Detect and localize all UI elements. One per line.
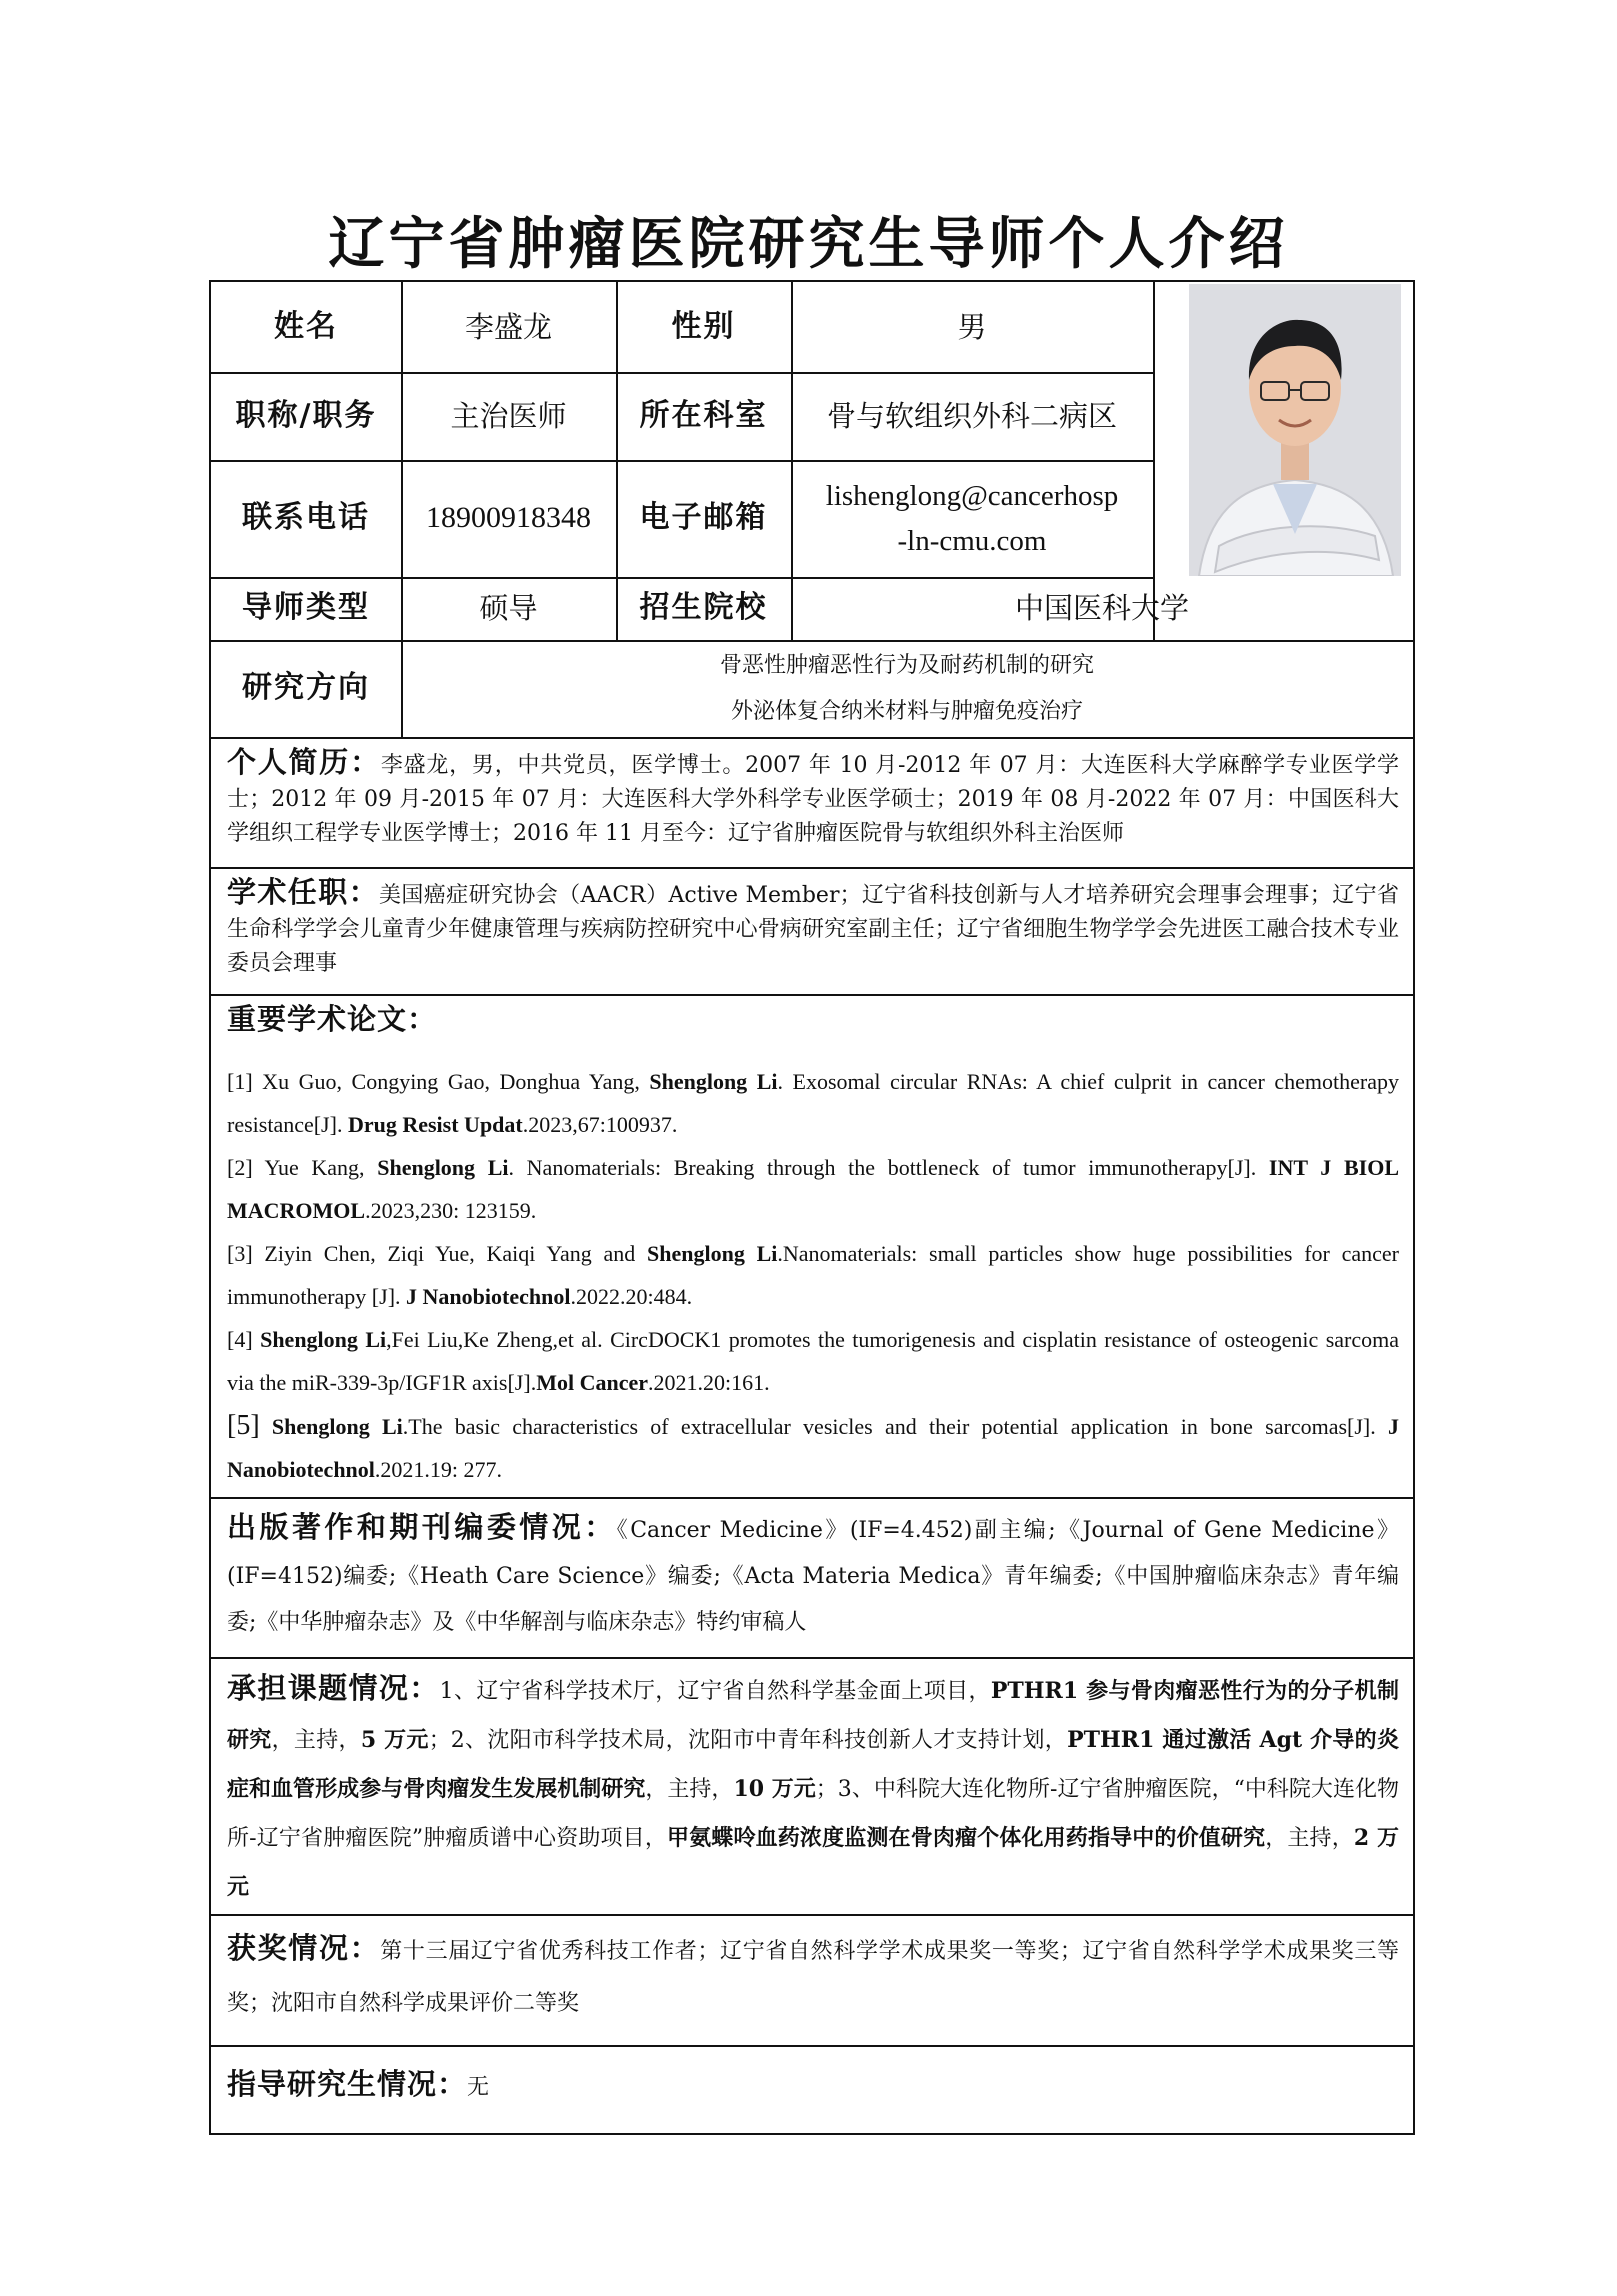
research-direction-1: 骨恶性肿瘤恶性行为及耐药机制的研究: [719, 652, 1094, 678]
research-directions: [401, 640, 1413, 737]
department-label: 所在科室: [639, 397, 768, 433]
papers-section: [211, 1002, 1413, 1040]
projects-section: 承担课题情况：1、辽宁省科学技术厅，辽宁省自然科学基金面上项目，PTHR1 参与骨肉瘤恶性行为的分子机制研究，主持，5 万元；2、沈阳市科学技术局，沈阳市中青年科技创新人才支持计划，PTHR1 通过激活 Agt 介导的炎症和血管形成参与骨肉瘤发生发展机制研究，主持，10 万元；3、中科院大连化物所-辽宁省肿瘤医院，“中科院大连化物所-辽宁省肿瘤医院”肿瘤质谱中心资助项目，甲氨蝶呤血药浓度监测在骨肉瘤个体化用药指导中的价值研究，主持，2 万元: [227, 1671, 1399, 1900]
research-direction-2: 外泌体复合纳米材料与肿瘤免疫治疗: [730, 698, 1083, 724]
bio-section: [211, 745, 1413, 851]
department-value: 骨与软组织外科二病区: [826, 398, 1117, 433]
page-title: 辽宁省肿瘤医院研究生导师个人介绍: [328, 211, 1289, 277]
gender-value: 男: [957, 309, 987, 344]
paper-item: [3] Ziyin Chen, Ziqi Yue, Kaiqi Yang and Shenglong Li.Nanomaterials: small particles show huge possibilities for cancer immunotherapy [J]. J Nanobiotechnol.2022.20:484.: [227, 1241, 1400, 1309]
portrait-icon: [1189, 284, 1401, 576]
phone-value: 18900918348: [426, 501, 591, 535]
academic-section: [211, 875, 1413, 981]
projects-heading: 承担课题情况：: [227, 1671, 440, 1705]
academic-heading: 学术任职：: [227, 875, 379, 909]
publications-heading: 出版著作和期刊编委情况：: [227, 1510, 617, 1544]
phone-label: 联系电话: [242, 500, 370, 536]
academic-text: 美国癌症研究协会（AACR）Active Member；辽宁省科技创新与人才培养研究会理事会理事；辽宁省生命科学学会儿童青少年健康管理与疾病防控研究中心骨病研究室副主任；辽宁省细胞生物学学会先进医工融合技术专业委员会理事: [227, 883, 1399, 976]
publications-section: [211, 1504, 1413, 1646]
portrait-photo: [1189, 284, 1401, 576]
awards-heading: 获奖情况：: [227, 1931, 381, 1965]
students-section: [211, 2062, 1413, 2110]
papers-list: [227, 1060, 1399, 1491]
school-value: 中国医科大学: [1014, 591, 1189, 626]
email-line-1: lishenglong@cancerhosp: [825, 479, 1119, 512]
name-value: 李盛龙: [464, 309, 552, 344]
publications-text: 《Cancer Medicine》(IF=4.452)副主编;《Journal of Gene Medicine》(IF=4152)编委;《Heath Care Science》编委;《Acta Materia Medica》青年编委;《中国肿瘤临床杂志》青年编委;《中华肿瘤杂志》及《中华解剖与临床杂志》特约审稿人: [227, 1518, 1399, 1635]
students-text: 无: [467, 2075, 490, 2100]
students-heading: 指导研究生情况：: [227, 2067, 468, 2101]
job-title-value: 主治医师: [450, 398, 567, 433]
bio-text: 李盛龙，男，中共党员，医学博士。2007 年 10 月-2012 年 07 月：大连医科大学麻醉学专业医学学士；2012 年 09 月-2015 年 07 月：大连医科大学外科学专业医学硕士；2019 年 08 月-2022 年 07 月：中国医科大学组织工程学专业医学博士；2016 年 11 月至今：辽宁省肿瘤医院骨与软组织外科主治医师: [227, 753, 1399, 846]
bio-heading: 个人简历：: [227, 745, 381, 779]
paper-item: [5] Shenglong Li.The basic characteristics of extracellular vesicles and their potential application in bone sarcomas[J]. J Nanobiotechnol.2021.19: 277.: [227, 1410, 1400, 1482]
paper-item: [1] Xu Guo, Congying Gao, Donghua Yang, Shenglong Li. Exosomal circular RNAs: A chief culprit in cancer chemotherapy resistance[J]. Drug Resist Updat.2023,67:100937.: [227, 1069, 1400, 1137]
paper-item: [2] Yue Kang, Shenglong Li. Nanomaterials: Breaking through the bottleneck of tumor immunotherapy[J]. INT J BIOL MACROMOL.2023,230: 123159.: [227, 1155, 1399, 1223]
email-value[interactable]: [791, 460, 1153, 577]
profile-table: [209, 280, 1415, 2135]
mentor-type-value: 硕导: [479, 591, 538, 626]
email-line-2: -ln-cmu.com: [897, 524, 1047, 557]
mentor-type-label: 导师类型: [242, 590, 370, 626]
email-label: 电子邮箱: [639, 500, 768, 536]
gender-label: 性别: [671, 308, 736, 344]
school-label: 招生院校: [639, 590, 768, 626]
paper-item: [4] Shenglong Li,Fei Liu,Ke Zheng,et al. CircDOCK1 promotes the tumorigenesis and cisplatin resistance of osteogenic sarcoma via the miR-339-3p/IGF1R axis[J].Mol Cancer.2021.20:161.: [227, 1327, 1399, 1395]
research-label: 研究方向: [242, 670, 370, 706]
awards-section: [211, 1922, 1413, 2030]
papers-heading: 重要学术论文：: [227, 1002, 438, 1036]
job-title-label: 职称/职务: [235, 397, 377, 433]
name-label: 姓名: [274, 308, 338, 344]
awards-text: 第十三届辽宁省优秀科技工作者；辽宁省自然科学学术成果奖一等奖；辽宁省自然科学学术成果奖三等奖；沈阳市自然科学成果评价二等奖: [227, 1939, 1399, 2016]
